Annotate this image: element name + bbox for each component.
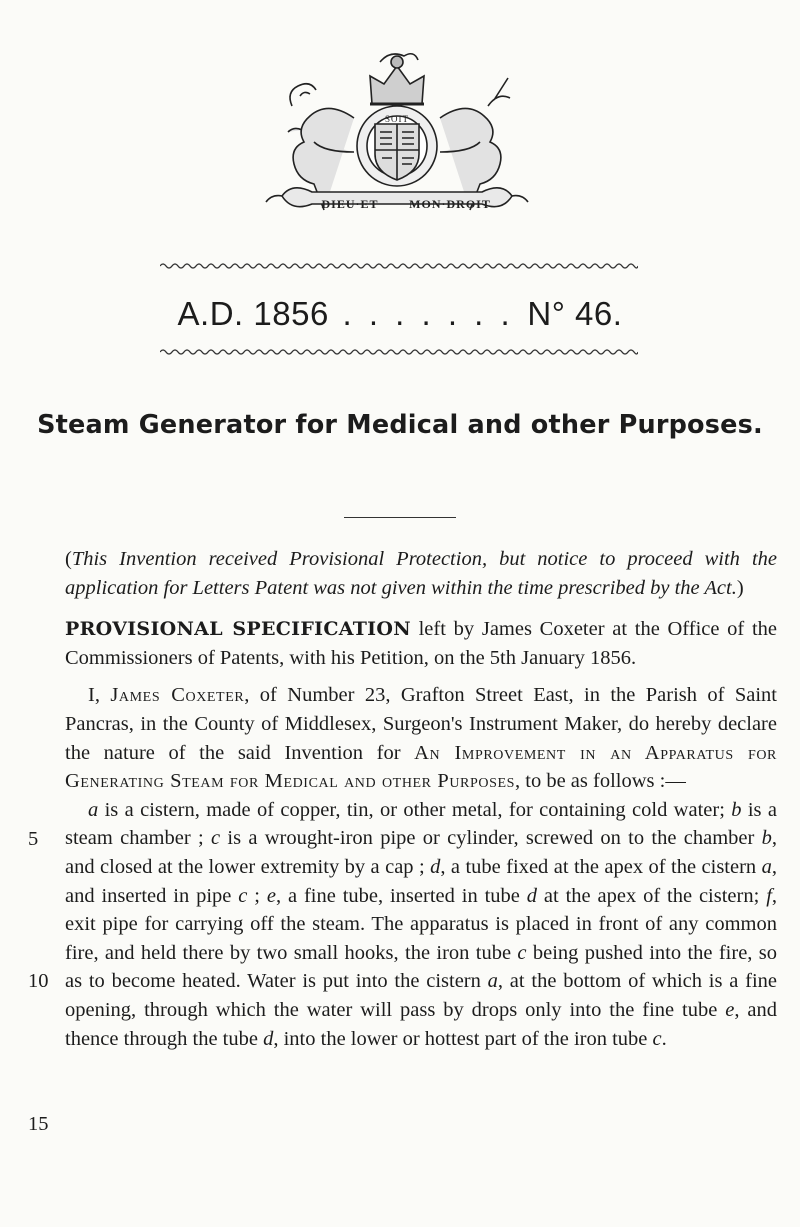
part-letter: d <box>526 884 538 907</box>
svg-text:DIEU·ET: DIEU·ET <box>321 197 379 211</box>
description-text: at the apex of the cistern; <box>537 884 767 907</box>
description-text: is a wrought-iron pipe or cylinder, screwed on to the chamber <box>220 827 762 850</box>
part-letter: c <box>517 941 527 964</box>
description-text: , exit pipe for carrying off the steam. The apparatus is placed in front of any common fire, and held there by two small hooks, the iron tube <box>65 884 778 964</box>
description-text: being pushed into the fire, so as to become heated. Water is put into the cistern <box>65 941 777 993</box>
specification-paragraph: PROVISIONAL SPECIFICATION left by James Coxeter at the Office of the Commissioners of Patents, with his Petition, on the 5th January 1856. <box>65 618 778 669</box>
line-number: 10 <box>28 970 49 992</box>
leader-dots: . . . . . . . <box>342 295 514 332</box>
part-letter: e <box>725 998 735 1021</box>
part-letter: d <box>430 855 441 878</box>
description-text: , and closed at the lower extremity by a cap ; <box>65 827 777 878</box>
royal-coat-of-arms-icon <box>262 46 532 222</box>
wavy-rule-bottom <box>160 348 638 356</box>
invention-title: An Improvement in an Apparatus for Generating Steam for Medical and other Purposes <box>65 741 777 793</box>
patent-number-header <box>0 295 800 333</box>
title-divider <box>344 517 456 518</box>
part-letter: a <box>487 970 498 993</box>
part-letter: c <box>652 1027 662 1050</box>
provisional-protection-note: (This Invention received Provisional Protection, but notice to proceed with the application for Letters Patent was not given within the time prescribed by the Act.) <box>65 548 777 599</box>
part-letter: f <box>766 884 772 907</box>
part-letter: d <box>263 1027 274 1050</box>
description-text: ; <box>247 884 267 907</box>
line-number: 5 <box>28 828 39 850</box>
description-text: is a steam chamber ; <box>65 798 777 850</box>
part-letter: c <box>238 884 248 907</box>
description-text: , and inserted in pipe <box>65 855 777 907</box>
svg-text:MON·DROIT: MON·DROIT <box>409 197 491 211</box>
part-letter: e <box>266 884 276 907</box>
specification-heading: PROVISIONAL SPECIFICATION <box>65 618 411 641</box>
description-text: , into the lower or hottest part of the iron tube <box>273 1027 653 1050</box>
wavy-rule-top <box>160 262 638 270</box>
svg-text:SOIT: SOIT <box>385 114 409 124</box>
line-number: 15 <box>28 1113 49 1135</box>
description-text: , at the bottom of which is a fine opening, through which the water will pass by drops only into the fine tube <box>65 970 777 1021</box>
apparatus-description-paragraph <box>65 796 777 1053</box>
part-letter: c <box>210 827 221 850</box>
inventor-name: James Coxeter <box>110 684 245 707</box>
part-letter: a <box>88 798 99 821</box>
description-text: , a fine tube, inserted in tube <box>275 884 527 907</box>
patent-number: N° 46. <box>527 295 623 332</box>
year: A.D. 1856 <box>177 295 329 332</box>
part-letter: b <box>761 827 772 850</box>
description-text: is a cistern, made of copper, tin, or other metal, for containing cold water; <box>98 798 732 821</box>
description-text: , and thence through the tube <box>65 998 778 1050</box>
document-title: Steam Generator for Medical and other Purposes. <box>37 410 763 440</box>
description-text: , a tube fixed at the apex of the cistern <box>440 855 762 878</box>
part-letter: b <box>731 798 742 821</box>
document-body <box>65 545 777 1053</box>
declaration-paragraph: I, James Coxeter, of Number 23, Grafton Street East, in the Parish of Saint Pancras, in the County of Middlesex, Surgeon's Instrument Maker, do hereby declare the nature of the said Invention for An Improvement in an Apparatus for Generating Steam for Medical and other Purposes, to be as follows :— <box>65 684 778 793</box>
description-text: . <box>661 1027 667 1050</box>
part-letter: a <box>761 855 772 878</box>
